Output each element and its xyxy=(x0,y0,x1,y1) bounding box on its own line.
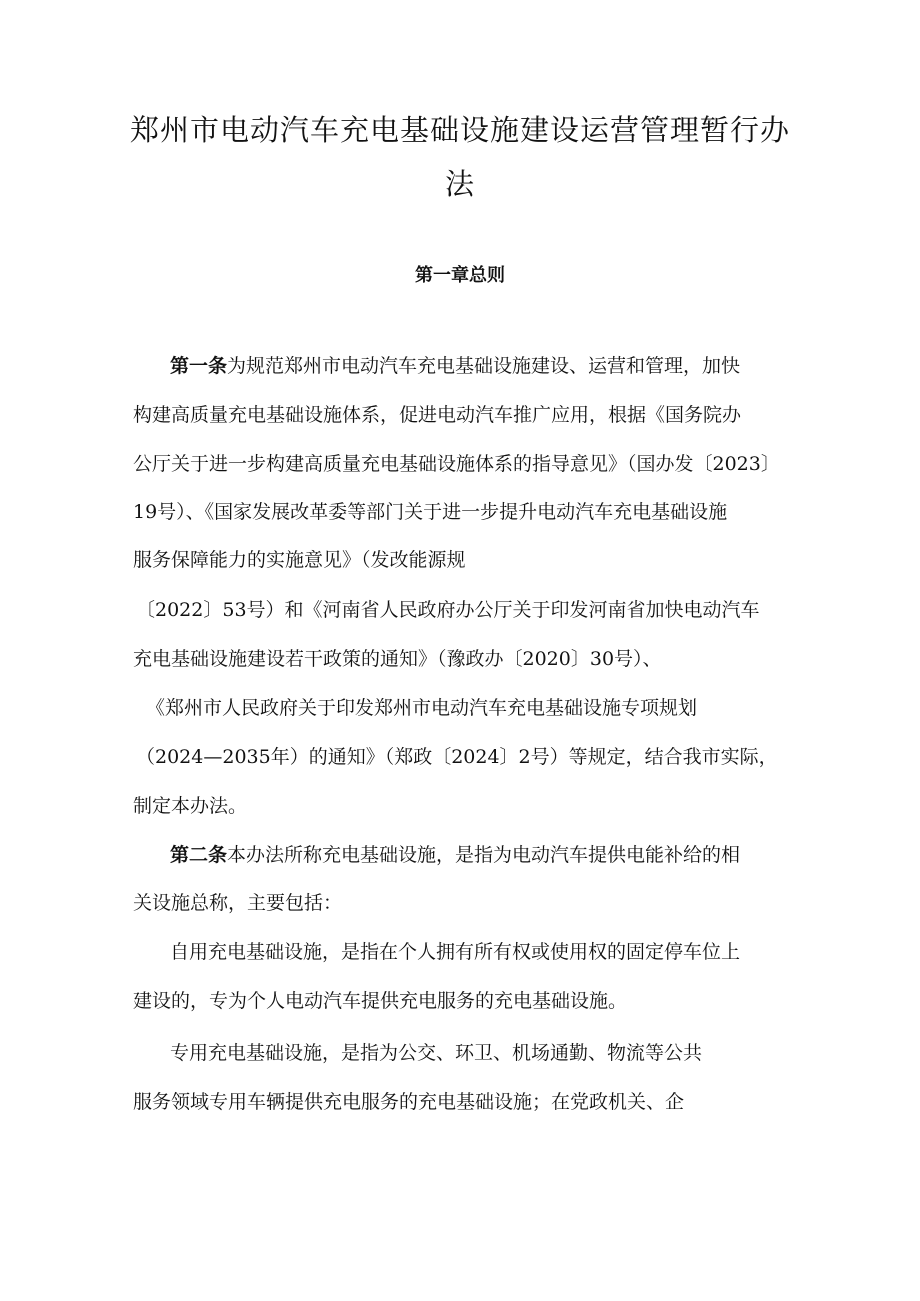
article-1-line-6: 〔2022〕53号）和《河南省人民政府办公厅关于印发河南省加快电动汽车 xyxy=(136,599,760,621)
document-title-line-1: 郑州市电动汽车充电基础设施建设运营管理暂行办 xyxy=(129,113,790,147)
chapter-heading: 第一章总则 xyxy=(415,265,505,286)
article-2-line-2: 关设施总称，主要包括： xyxy=(133,892,343,914)
article-2-lead: 第二条 xyxy=(170,844,228,866)
article-1-line-7: 充电基础设施建设若干政策的通知》（豫政办〔2020〕30号）、 xyxy=(133,648,662,670)
article-1-line-8: 《郑州市人民政府关于印发郑州市电动汽车充电基础设施专项规划 xyxy=(146,697,698,719)
article-1-line-1 xyxy=(170,357,740,376)
article-1-line-3: 公厅关于进一步构建高质量充电基础设施体系的指导意见》（国办发〔2023〕 xyxy=(133,453,780,475)
paragraph-special-use-line-1: 专用充电基础设施，是指为公交、环卫、机场通勤、物流等公共 xyxy=(170,1042,703,1064)
paragraph-self-use-line-1: 自用充电基础设施，是指在个人拥有所有权或使用权的固定停车位上 xyxy=(170,941,741,963)
article-2-line-1 xyxy=(170,846,740,865)
article-1-line-5: 服务保障能力的实施意见》（发改能源规 xyxy=(133,549,466,571)
article-1-line-9: （2024—2035年）的通知》（郑政〔2024〕2号）等规定，结合我市实际， xyxy=(136,746,778,768)
article-1-lead: 第一条 xyxy=(170,355,228,377)
paragraph-special-use-line-2: 服务领域专用车辆提供充电服务的充电基础设施；在党政机关、企 xyxy=(133,1091,685,1113)
article-1-line-4: 19号）、《国家发展改革委等部门关于进一步提升电动汽车充电基础设施 xyxy=(133,501,728,523)
article-1-line-10: 制定本办法。 xyxy=(133,795,248,817)
document-title-line-2: 法 xyxy=(444,167,475,201)
article-1-line-2: 构建高质量充电基础设施体系，促进电动汽车推广应用，根据《国务院办 xyxy=(133,404,742,426)
article-2-text-1: 本办法所称充电基础设施，是指为电动汽车提供电能补给的相 xyxy=(227,844,741,866)
paragraph-self-use-line-2: 建设的，专为个人电动汽车提供充电服务的充电基础设施。 xyxy=(133,990,628,1012)
article-1-text-1: 为规范郑州市电动汽车充电基础设施建设、运营和管理，加快 xyxy=(227,355,741,377)
